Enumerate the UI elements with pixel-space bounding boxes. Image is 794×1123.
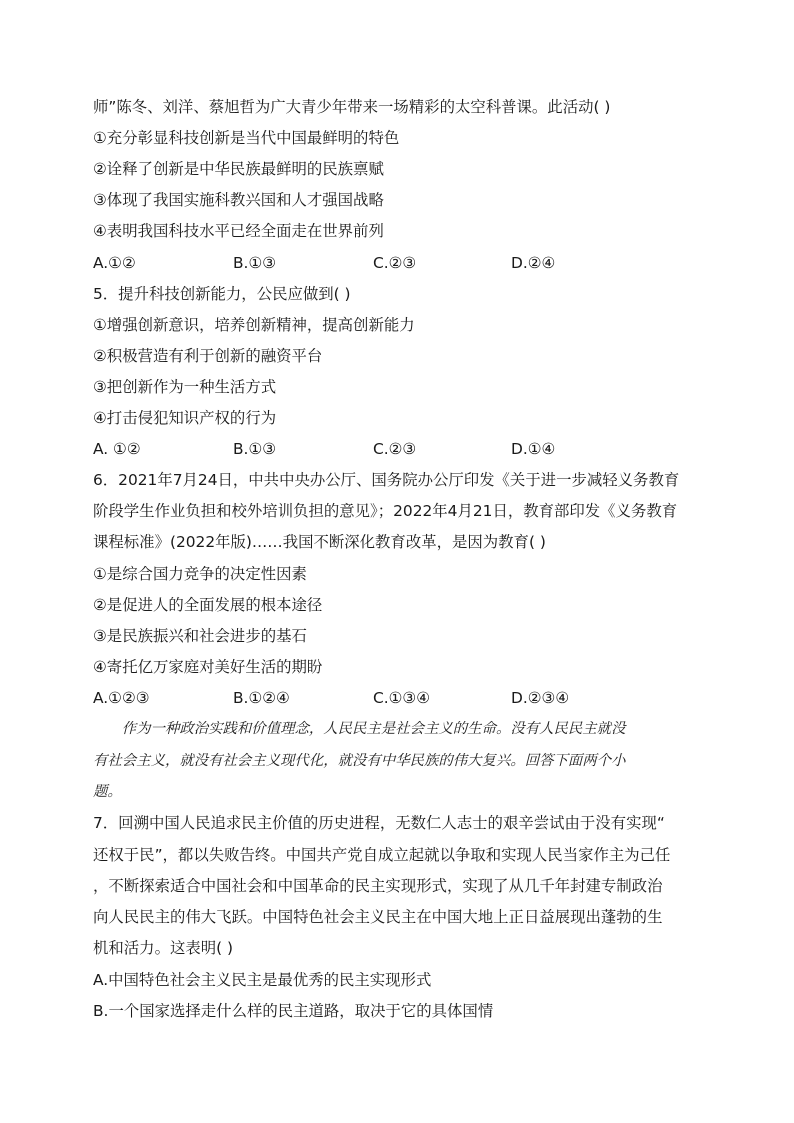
q7-stem-line-3: ，不断探索适合中国社会和中国革命的民主实现形式，实现了从几千年封建专制政治	[93, 877, 663, 895]
q4-stem: 师”陈冬、刘洋、蔡旭哲为广大青少年带来一场精彩的太空科普课。此活动( )	[93, 98, 611, 116]
q6-item-4: ④寄托亿万家庭对美好生活的期盼	[93, 658, 323, 676]
q6-item-1: ①是综合国力竞争的决定性因素	[93, 565, 307, 583]
q5-option-b[interactable]: B.①③	[233, 440, 277, 458]
q5-item-3: ③把创新作为一种生活方式	[93, 378, 277, 396]
q6-item-2: ②是促进人的全面发展的根本途径	[93, 596, 323, 614]
q5-item-1: ①增强创新意识，培养创新精神，提高创新能力	[93, 316, 415, 334]
q5-item-2: ②积极营造有利于创新的融资平台	[93, 347, 323, 365]
q6-stem-line-2: 阶段学生作业负担和校外培训负担的意见》；2022年4月21日，教育部印发《义务教育	[93, 502, 678, 520]
q5-stem: 5．提升科技创新能力，公民应做到( )	[93, 285, 351, 303]
q6-option-a[interactable]: A.①②③	[93, 689, 150, 707]
q4-option-c[interactable]: C.②③	[373, 254, 417, 272]
passage-line-1: 作为一种政治实践和价值理念，人民民主是社会主义的生命。没有人民民主就没	[93, 721, 626, 737]
q5-options	[93, 439, 713, 459]
q5-option-c[interactable]: C.②③	[373, 440, 417, 458]
q6-stem-line-3: 课程标准》(2022年版)……我国不断深化教育改革，是因为教育( )	[93, 533, 546, 551]
q6-option-c[interactable]: C.①③④	[373, 689, 431, 707]
q5-item-4: ④打击侵犯知识产权的行为	[93, 409, 277, 427]
q4-option-d[interactable]: D.②④	[511, 254, 556, 272]
q6-item-3: ③是民族振兴和社会进步的基石	[93, 627, 307, 645]
q5-option-a[interactable]: A. ①②	[93, 440, 141, 458]
q5-option-d[interactable]: D.①④	[511, 440, 556, 458]
q7-stem-line-2: 还权于民”，都以失败告终。中国共产党自成立起就以争取和实现人民当家作主为己任	[93, 846, 671, 864]
q4-option-b[interactable]: B.①③	[233, 254, 277, 272]
q4-item-1: ①充分彰显科技创新是当代中国最鲜明的特色	[93, 129, 400, 147]
passage-line-2: 有社会主义，就没有社会主义现代化，就没有中华民族的伟大复兴。回答下面两个小	[93, 753, 626, 769]
q4-item-2: ②诠释了创新是中华民族最鲜明的民族禀赋	[93, 160, 384, 178]
q6-options	[93, 688, 713, 708]
q7-stem-line-5: 机和活力。这表明( )	[93, 939, 234, 957]
q7-stem-line-4: 向人民民主的伟大飞跃。中国特色社会主义民主在中国大地上正日益展现出蓬勃的生	[93, 908, 663, 926]
q4-item-4: ④表明我国科技水平已经全面走在世界前列	[93, 222, 384, 240]
q6-stem-line-1: 6．2021年7月24日，中共中央办公厅、国务院办公厅印发《关于进一步减轻义务教育	[93, 471, 680, 489]
q6-option-d[interactable]: D.②③④	[511, 689, 570, 707]
q4-options	[93, 253, 713, 273]
passage-line-3: 题。	[93, 784, 122, 800]
q7-stem-line-1: 7．回溯中国人民追求民主价值的历史进程，无数仁人志士的艰辛尝试由于没有实现“	[93, 814, 665, 832]
q7-option-a[interactable]: A.中国特色社会主义民主是最优秀的民主实现形式	[93, 971, 432, 989]
q7-option-b[interactable]: B.一个国家选择走什么样的民主道路，取决于它的具体国情	[93, 1002, 494, 1020]
q4-option-a[interactable]: A.①②	[93, 254, 136, 272]
q6-option-b[interactable]: B.①②④	[233, 689, 290, 707]
q4-item-3: ③体现了我国实施科教兴国和人才强国战略	[93, 191, 384, 209]
